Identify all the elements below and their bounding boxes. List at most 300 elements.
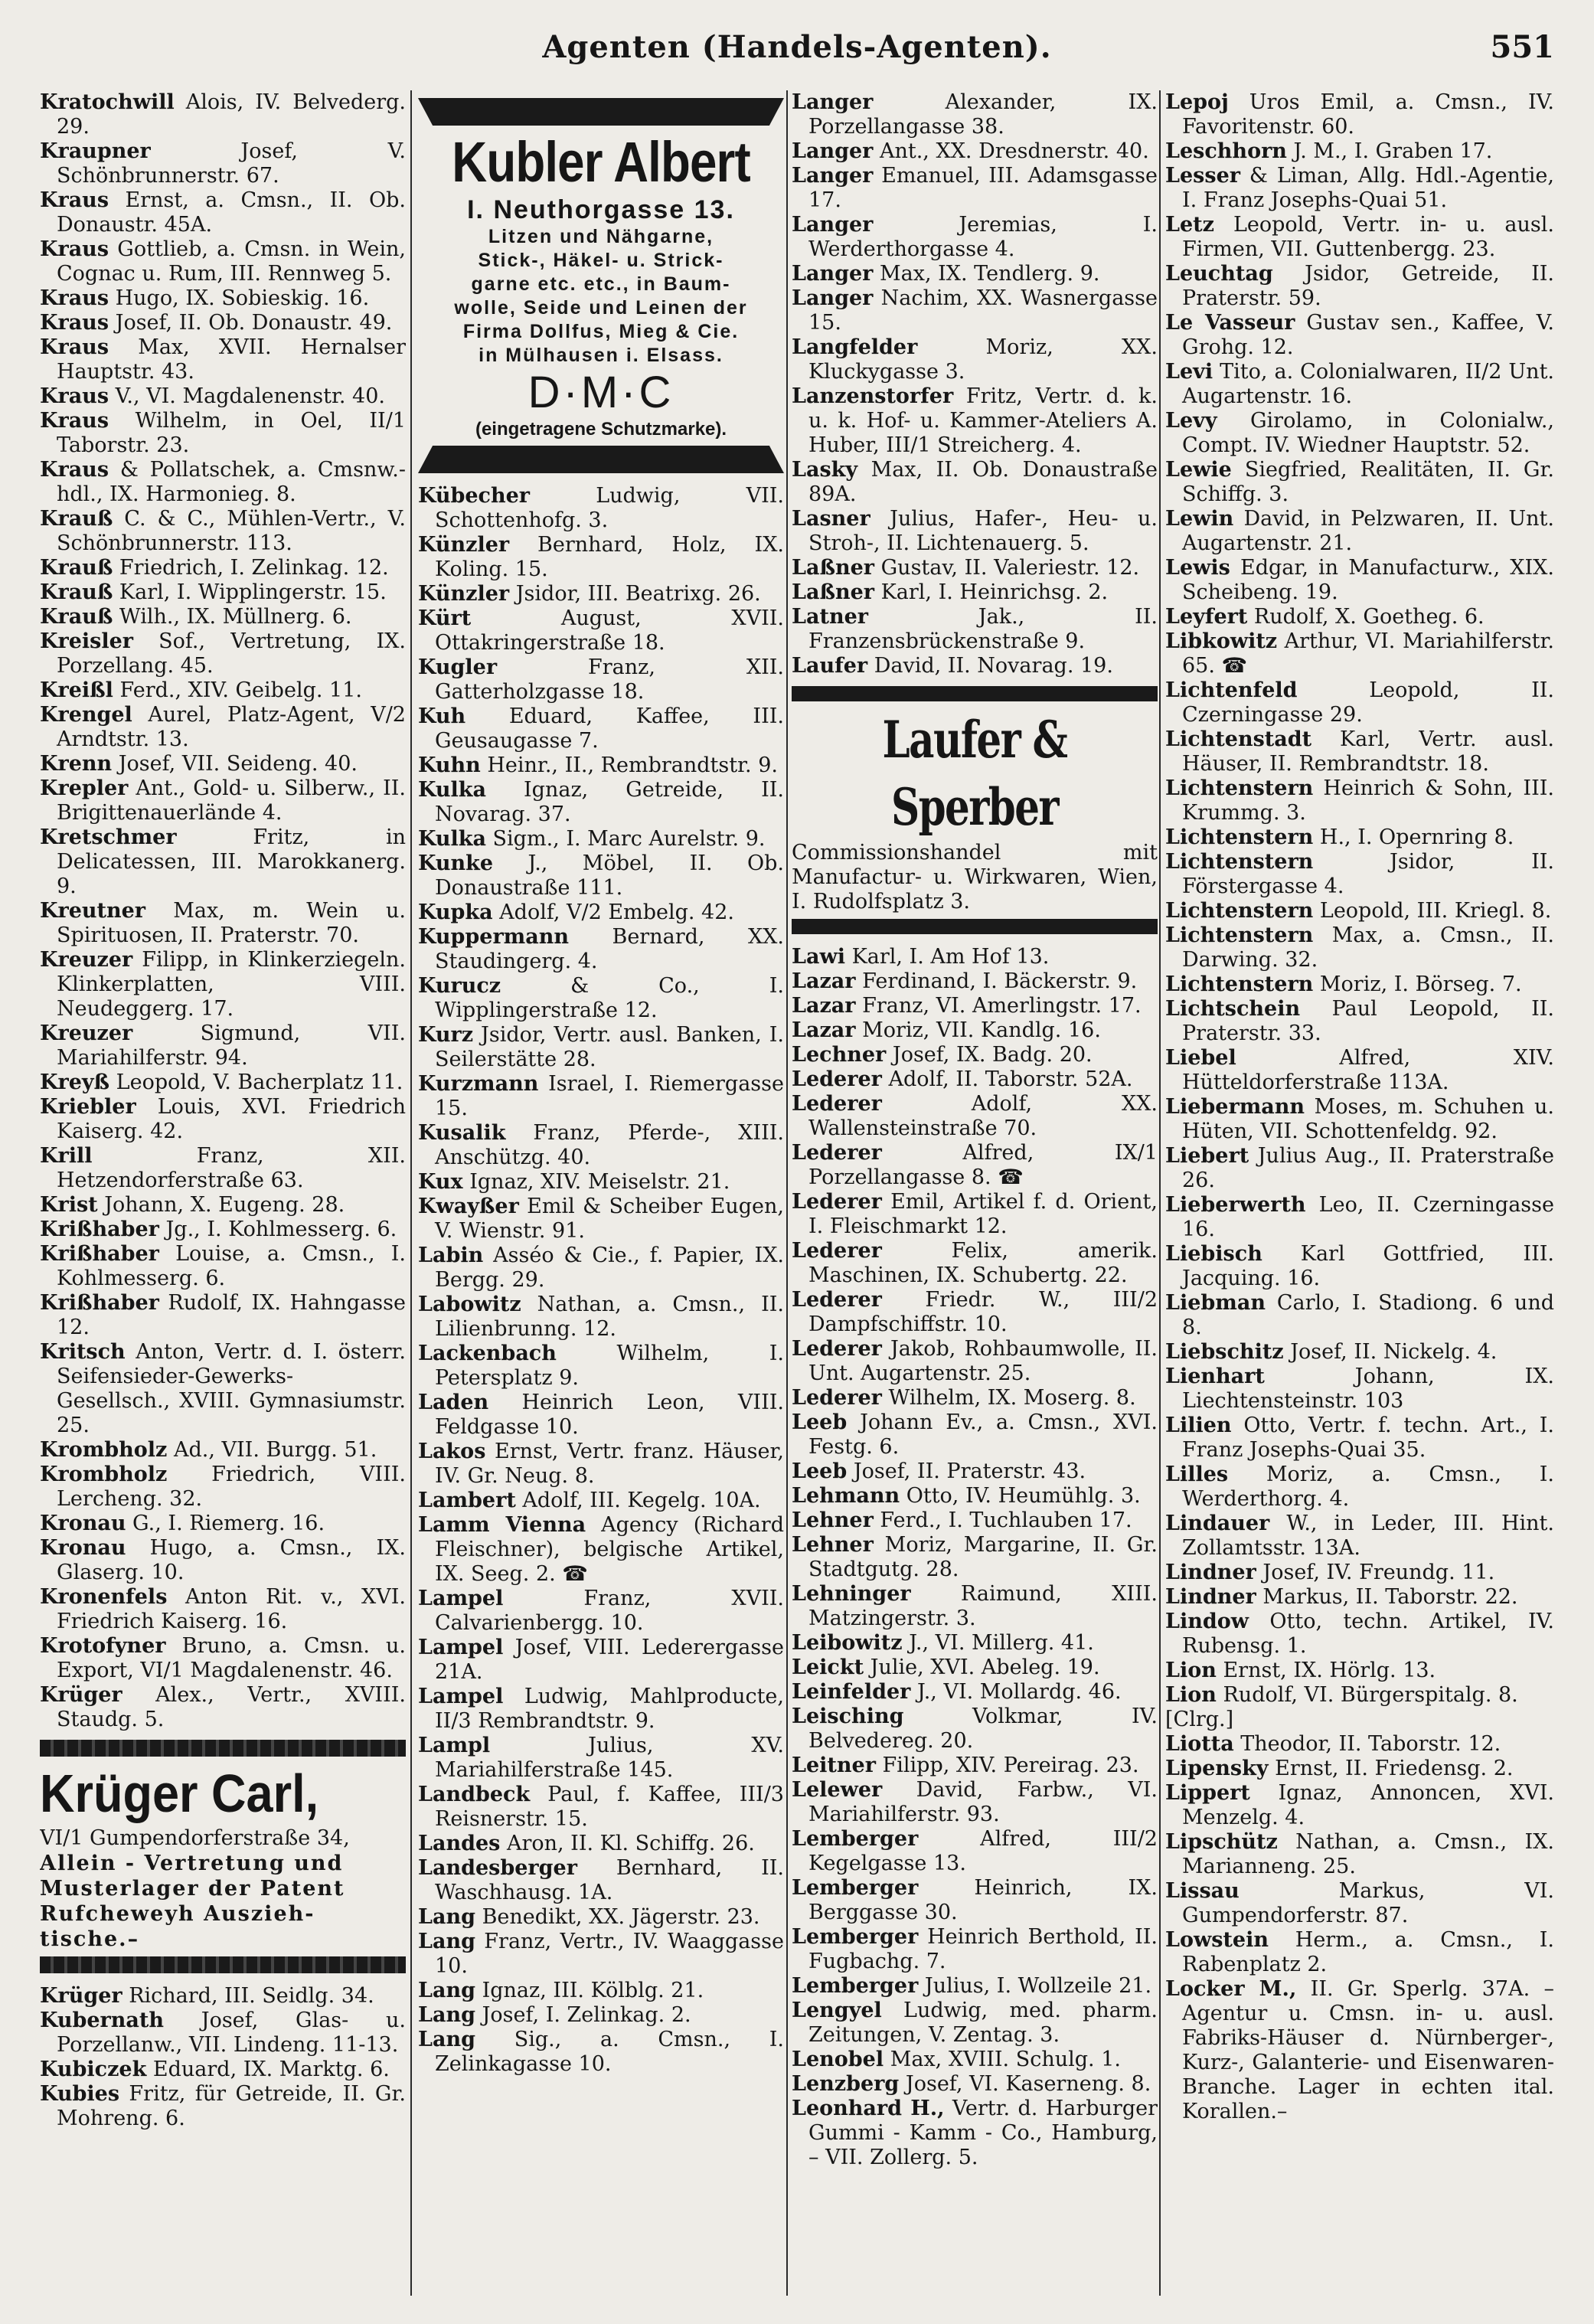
entry-name: Krißhaber: [40, 1291, 159, 1315]
directory-entry: [792, 335, 1158, 384]
directory-entry: [418, 2003, 784, 2028]
directory-entry: [792, 1778, 1158, 1827]
entry-details: Max, XVIII. Schulg. 1.: [884, 2048, 1121, 2071]
entry-details: Hugo, IX. Sobieskig. 16.: [109, 286, 370, 310]
entry-name: Le Vasseur: [1165, 311, 1295, 335]
kubler-ad-line: Litzen und Nähgarne,: [488, 226, 714, 247]
directory-entry: [792, 1288, 1158, 1337]
directory-entry: [792, 1974, 1158, 1999]
directory-entry: [418, 2028, 784, 2077]
directory-entry: [40, 1291, 406, 1340]
entry-details: Jeremias, I. Werderthorgasse 4.: [808, 213, 1158, 261]
entry-details: Bernhard, II. Waschhausg. 1A.: [435, 1856, 784, 1904]
entry-name: Kronau: [40, 1512, 126, 1535]
entry-details: Adolf, II. Taborstr. 52A.: [881, 1067, 1133, 1091]
directory-entry: [418, 1293, 784, 1342]
entry-details: Josef, V. Schönbrunnerstr. 67.: [57, 139, 406, 188]
directory-entry: [418, 974, 784, 1023]
kubler-ad-trademark: (eingetragene Schutzmarke).: [475, 419, 727, 440]
directory-entry: [40, 188, 406, 237]
directory-entry: [792, 1533, 1158, 1582]
entry-details: J., VI. Mollardg. 46.: [910, 1680, 1122, 1704]
entry-details: Moriz, a. Cmsn., I. Werderthorg. 4.: [1182, 1463, 1554, 1511]
entry-details: Hugo, a. Cmsn., IX. Glaserg. 10.: [57, 1536, 406, 1584]
entry-details: Fritz, für Getreide, II. Gr. Mohreng. 6.: [57, 2082, 406, 2130]
entry-name: Landbeck: [418, 1783, 531, 1806]
directory-entry: [40, 507, 406, 556]
entry-name: Laßner: [792, 556, 875, 580]
directory-entry: [418, 827, 784, 851]
laufer-sperber-ad-text: Commissionshandel mit Manufactur- u. Wirkwaren, Wien, I. Rudolfsplatz 3.: [792, 841, 1158, 914]
column-divider: [410, 90, 412, 2296]
entry-name: Kraus: [40, 237, 109, 261]
directory-entry: [1165, 1732, 1554, 1757]
entry-details: Leopold, V. Bacherplatz 11.: [109, 1070, 403, 1094]
entry-name: Lewin: [1165, 507, 1234, 531]
directory-entry: [40, 1438, 406, 1463]
kubler-ad-line: in Mülhausen i. Elsass.: [479, 345, 724, 366]
entry-details: Max, m. Wein u. Spirituosen, II. Praterstr. 70.: [57, 899, 406, 947]
directory-entry: [792, 384, 1158, 458]
directory-entry: [418, 1244, 784, 1293]
entry-details: Ferdinand, I. Bäckerstr. 9.: [855, 969, 1138, 993]
entry-details: Theodor, II. Taborstr. 12.: [1233, 1732, 1501, 1756]
directory-entry: [418, 851, 784, 901]
directory-entry: [792, 1190, 1158, 1239]
entry-name: Lang: [418, 2003, 475, 2027]
directory-entry: [1165, 972, 1554, 997]
entry-name: Latner: [792, 605, 868, 629]
entry-name: Kretschmer: [40, 825, 177, 849]
entry-details: Friedrich, VIII. Lercheng. 32.: [57, 1463, 406, 1511]
entry-details: Louis, XVI. Friedrich Kaiserg. 42.: [57, 1095, 406, 1143]
entry-name: Leonhard H.,: [792, 2097, 945, 2120]
entry-details: Alfred, IX/1 Porzellangasse 8. ☎: [808, 1141, 1158, 1189]
column-divider: [1159, 90, 1161, 2296]
directory-entry: [1165, 409, 1554, 458]
entry-name: Krauß: [40, 605, 113, 629]
directory-entry: [40, 629, 406, 678]
entry-details: Ad., VII. Burgg. 51.: [167, 1438, 377, 1462]
directory-entry: [1165, 776, 1554, 825]
entry-details: Paul Leopold, II. Praterstr. 33.: [1182, 997, 1554, 1045]
entry-name: Lippert: [1165, 1781, 1250, 1805]
entry-details: Eduard, Kaffee, III. Geusaugasse 7.: [435, 704, 784, 753]
directory-entry: [418, 484, 784, 533]
entry-details: Bernard, XX. Staudingerg. 4.: [435, 925, 784, 973]
directory-entry: [1165, 1561, 1554, 1585]
entry-name: Krauß: [40, 507, 113, 531]
entry-name: Lang: [418, 1930, 475, 1953]
directory-entry: [792, 1876, 1158, 1925]
entry-name: Kurz: [418, 1023, 474, 1047]
entry-details: Max, XVII. Hernalser Hauptstr. 43.: [57, 335, 406, 384]
directory-entry: [40, 1095, 406, 1144]
entry-details: Jsidor, II. Förstergasse 4.: [1182, 850, 1554, 898]
entry-details: Aurel, Platz-Agent, V/2 Arndtstr. 13.: [57, 703, 406, 751]
entry-name: Lang: [418, 2028, 475, 2051]
entry-name: Landes: [418, 1832, 501, 1855]
directory-entry: [792, 1043, 1158, 1067]
directory-entry: [1165, 1193, 1554, 1242]
entry-details: Felix, amerik. Maschinen, IX. Schubertg. 22.: [808, 1239, 1158, 1287]
entry-details: Ernst, IX. Hörlg. 13.: [1216, 1659, 1436, 1682]
dmc-logo: D·M·C: [528, 368, 675, 417]
entry-details: Franz, XII. Hetzendorferstraße 63.: [57, 1144, 406, 1192]
directory-entry: [1165, 360, 1554, 409]
entry-details: Eduard, IX. Marktg. 6.: [146, 2058, 390, 2081]
directory-entry: [40, 776, 406, 825]
entry-name: Kürt: [418, 606, 472, 630]
ad-rule: [418, 446, 784, 473]
entry-details: & Co., I. Wipplingerstraße 12.: [435, 974, 784, 1022]
entry-details: Leopold, Vertr. in- u. ausl. Firmen, VII. Guttenbergg. 23.: [1182, 213, 1554, 261]
entry-details: Jsidor, Getreide, II. Praterstr. 59.: [1182, 262, 1554, 310]
directory-entry: [418, 1905, 784, 1930]
entry-name: Lenobel: [792, 2048, 884, 2071]
entry-details: David, Farbw., VI. Mariahilferstr. 93.: [808, 1778, 1158, 1826]
entry-name: Lederer: [792, 1239, 882, 1263]
directory-entry: [1165, 1463, 1554, 1512]
entry-name: Lemberger: [792, 1925, 919, 1949]
entry-details: Karl, I. Am Hof 13.: [844, 945, 1050, 969]
entry-details: Ignaz, III. Kölblg. 21.: [475, 1979, 704, 2002]
entry-list: [418, 484, 784, 2077]
entry-details: Friedr. W., III/2 Dampfschiffstr. 10.: [808, 1288, 1158, 1336]
entry-name: Kusalik: [418, 1121, 506, 1145]
entry-details: J., Möbel, II. Ob. Donaustraße 111.: [435, 851, 784, 900]
entry-name: Kux: [418, 1170, 463, 1194]
directory-entry: [40, 678, 406, 703]
directory-entry: [1165, 164, 1554, 213]
directory-entry: [1165, 507, 1554, 556]
directory-entry: [792, 507, 1158, 556]
entry-details: Adolf, V/2 Embelg. 42.: [492, 901, 734, 924]
page-number: 551: [1490, 29, 1554, 65]
entry-name: Lichtenstern: [1165, 776, 1314, 800]
entry-name: Lehmann: [792, 1484, 900, 1508]
entry-details: Otto, Vertr. f. techn. Art., I. Franz Josephs-Quai 35.: [1182, 1414, 1554, 1462]
directory-entry: [1165, 1659, 1554, 1683]
entry-details: [Clrg.]: [1165, 1708, 1234, 1731]
entry-details: Franz, VI. Amerlingstr. 17.: [855, 994, 1142, 1018]
directory-entry: [418, 901, 784, 925]
kruger-ad-line: VI/1 Gumpendorferstraße 34,: [40, 1826, 350, 1850]
directory-entry: [792, 2048, 1158, 2072]
entry-details: Ludwig, VII. Schottenhofg. 3.: [435, 484, 784, 532]
directory-entry: [792, 1631, 1158, 1656]
entry-details: Filipp, in Klinkerziegeln. Klinkerplatten, VIII. Neudeggerg. 17.: [57, 948, 406, 1021]
entry-details: Bruno, a. Cmsn. u. Export, VI/1 Magdalenenstr. 46.: [57, 1634, 406, 1682]
entry-details: Gottlieb, a. Cmsn. in Wein, Cognac u. Rum, III. Rennweg 5.: [57, 237, 406, 286]
entry-details: Josef, VIII. Lederergasse 21A.: [435, 1636, 784, 1684]
directory-entry: [418, 1783, 784, 1832]
entry-name: Labowitz: [418, 1293, 521, 1316]
entry-name: Künzler: [418, 582, 510, 606]
column-4: [1165, 90, 1554, 2296]
entry-name: Kreisler: [40, 629, 133, 653]
entry-details: Ignaz, Annoncen, XVI. Menzelg. 4.: [1182, 1781, 1554, 1829]
entry-list: [40, 1984, 406, 2131]
entry-details: Ludwig, Mahlproducte, II/3 Rembrandtstr. 9.: [435, 1685, 784, 1733]
directory-entry: [40, 409, 406, 458]
directory-entry: [792, 1239, 1158, 1288]
entry-name: Langer: [792, 286, 874, 310]
directory-entry: [792, 164, 1158, 213]
entry-details: Wilhelm, I. Petersplatz 9.: [435, 1342, 784, 1390]
entry-details: Karl, Vertr. ausl. Häuser, II. Rembrandtstr. 18.: [1182, 727, 1554, 776]
entry-name: Kuhn: [418, 753, 481, 777]
entry-details: Emil, Artikel f. d. Orient, I. Fleischmarkt 12.: [808, 1190, 1158, 1238]
entry-name: Kraus: [40, 458, 109, 482]
kruger-advertisement: [40, 1740, 406, 1973]
entry-name: Lampel: [418, 1685, 504, 1708]
entry-name: Locker M.,: [1165, 1977, 1297, 2001]
entry-details: Max, a. Cmsn., II. Darwing. 32.: [1182, 923, 1554, 972]
entry-details: Jsidor, Vertr. ausl. Banken, I. Seilerstätte 28.: [435, 1023, 784, 1071]
entry-name: Levi: [1165, 360, 1213, 384]
entry-name: Lindner: [1165, 1561, 1256, 1584]
entry-details: Markus, II. Taborstr. 22.: [1256, 1585, 1518, 1609]
entry-details: Anton, Vertr. d. I. österr. Seifensieder-Gewerks-Gesellsch., XVIII. Gymnasiumstr. 25.: [57, 1340, 406, 1437]
entry-details: Anton Rit. v., XVI. Friedrich Kaiserg. 16.: [57, 1585, 406, 1633]
entry-name: Lewie: [1165, 458, 1232, 482]
directory-entry: [792, 458, 1158, 507]
entry-name: Leinfelder: [792, 1680, 911, 1704]
entry-name: Krißhaber: [40, 1242, 159, 1266]
directory-entry: [1165, 1708, 1554, 1732]
entry-list: [1165, 90, 1554, 2124]
entry-name: Lindauer: [1165, 1512, 1270, 1535]
entry-details: G., I. Riemerg. 16.: [126, 1512, 325, 1535]
entry-details: Heinrich, IX. Berggasse 30.: [808, 1876, 1158, 1924]
entry-details: Friedrich, I. Zelinkag. 12.: [113, 556, 389, 580]
entry-name: Lang: [418, 1979, 475, 2002]
entry-name: Lieberwerth: [1165, 1193, 1306, 1217]
entry-name: Leickt: [792, 1656, 864, 1679]
entry-name: Lipschütz: [1165, 1830, 1278, 1854]
entry-name: Lanzenstorfer: [792, 384, 954, 408]
entry-details: Wilh., IX. Müllnerg. 6.: [113, 605, 352, 629]
directory-entry: [1165, 1879, 1554, 1928]
entry-details: Franz, Vertr., IV. Waaggasse 10.: [435, 1930, 784, 1978]
entry-details: W., in Leder, III. Hint. Zollamtsstr. 13A.: [1182, 1512, 1554, 1560]
entry-details: Adolf, XX. Wallensteinstraße 70.: [808, 1092, 1158, 1140]
entry-name: Leisching: [792, 1705, 904, 1728]
entry-name: Kraus: [40, 384, 109, 408]
entry-name: Kraupner: [40, 139, 151, 163]
entry-details: Moriz, I. Börseg. 7.: [1313, 972, 1522, 996]
directory-entry: [792, 2097, 1158, 2170]
entry-name: Lederer: [792, 1092, 882, 1116]
directory-entry: [40, 1512, 406, 1536]
entry-details: Leopold, II. Czerningasse 29.: [1182, 678, 1554, 727]
entry-details: August, XVII. Ottakringerstraße 18.: [435, 606, 784, 655]
entry-details: V., VI. Magdalenenstr. 40.: [109, 384, 385, 408]
directory-entry: [40, 1463, 406, 1512]
entry-details: Carlo, I. Stadiong. 6 und 8.: [1182, 1291, 1554, 1339]
directory-entry: [792, 945, 1158, 969]
entry-details: Benedikt, XX. Jägerstr. 23.: [475, 1905, 760, 1929]
directory-entry: [792, 1508, 1158, 1533]
entry-name: Krenn: [40, 752, 113, 776]
entry-name: Kreißl: [40, 678, 113, 702]
entry-name: Kraus: [40, 335, 109, 359]
entry-name: Lindow: [1165, 1610, 1249, 1633]
entry-name: Kuh: [418, 704, 466, 728]
directory-entry: [792, 1680, 1158, 1705]
directory-entry: [1165, 311, 1554, 360]
entry-name: Liebert: [1165, 1144, 1249, 1168]
entry-name: Lackenbach: [418, 1342, 557, 1365]
directory-entry: [40, 825, 406, 899]
entry-name: Lichtenfeld: [1165, 678, 1298, 702]
directory-entry: [1165, 1340, 1554, 1365]
entry-details: Julius, I. Wollzeile 21.: [918, 1974, 1152, 1998]
entry-name: Lewis: [1165, 556, 1230, 580]
entry-details: Emanuel, III. Adamsgasse 17.: [808, 164, 1158, 212]
entry-name: Kreutner: [40, 899, 146, 923]
entry-details: Fritz, in Delicatessen, III. Marokkanerg. 9.: [57, 825, 406, 898]
directory-entry: [40, 1536, 406, 1585]
entry-name: Leeb: [792, 1459, 848, 1483]
directory-entry: [40, 2082, 406, 2131]
directory-entry: [1165, 1512, 1554, 1561]
entry-name: Leuchtag: [1165, 262, 1273, 286]
directory-entry: [40, 2009, 406, 2058]
entry-details: Ludwig, med. pharm. Zeitungen, V. Zentag. 3.: [808, 1999, 1158, 2047]
entry-name: Lesser: [1165, 164, 1240, 188]
entry-details: Julie, XVI. Abeleg. 19.: [864, 1656, 1100, 1679]
entry-name: Leyfert: [1165, 605, 1248, 629]
entry-name: Liebisch: [1165, 1242, 1262, 1266]
entry-details: Paul, f. Kaffee, III/3 Reisnerstr. 15.: [435, 1783, 784, 1831]
entry-details: Jg., I. Kohlmesserg. 6.: [158, 1218, 397, 1241]
entry-name: Kraus: [40, 188, 109, 212]
entry-name: Kubernath: [40, 2009, 165, 2032]
entry-list: [792, 90, 1158, 678]
directory-entry: [1165, 458, 1554, 507]
entry-name: Krißhaber: [40, 1218, 159, 1241]
directory-entry: [792, 1018, 1158, 1043]
directory-entry: [40, 899, 406, 948]
kubler-ad-line: garne etc. etc., in Baum-: [471, 273, 731, 295]
directory-entry: [1165, 1610, 1554, 1659]
directory-entry: [40, 1340, 406, 1438]
entry-name: Landesberger: [418, 1856, 577, 1880]
entry-name: Lowstein: [1165, 1928, 1269, 1952]
entry-name: Künzler: [418, 533, 510, 557]
entry-details: Ignaz, XIV. Meiselstr. 21.: [462, 1170, 730, 1194]
entry-details: Gustav, II. Valeriestr. 12.: [874, 556, 1140, 580]
entry-name: Lindner: [1165, 1585, 1256, 1609]
entry-details: Josef, IV. Freundg. 11.: [1256, 1561, 1495, 1584]
entry-details: Jsidor, III. Beatrixg. 26.: [509, 582, 761, 606]
entry-name: Lichtenstern: [1165, 850, 1314, 874]
entry-name: Leeb: [792, 1410, 848, 1434]
entry-name: Langer: [792, 90, 874, 114]
entry-details: Josef, VII. Seideng. 40.: [112, 752, 358, 776]
directory-entry: [792, 262, 1158, 286]
directory-entry: [418, 1930, 784, 1979]
entry-details: Julius Aug., II. Praterstraße 26.: [1182, 1144, 1554, 1192]
entry-name: Liotta: [1165, 1732, 1234, 1756]
kruger-ad-name: Krüger Carl,: [40, 1763, 319, 1823]
entry-details: Sigmund, VII. Mariahilferstr. 94.: [57, 1021, 406, 1070]
entry-name: Lemberger: [792, 1876, 919, 1900]
directory-entry: [40, 237, 406, 286]
kruger-ad-line: Musterlager der Patent: [40, 1877, 345, 1901]
directory-entry: [792, 139, 1158, 164]
directory-entry: [1165, 1095, 1554, 1144]
entry-name: Lion: [1165, 1659, 1217, 1682]
entry-details: Leo, II. Czerningasse 16.: [1182, 1193, 1554, 1241]
entry-name: Lazar: [792, 969, 856, 993]
entry-name: Lakos: [418, 1440, 486, 1463]
directory-entry: [40, 752, 406, 776]
entry-name: Lederer: [792, 1141, 882, 1165]
directory-entry: [1165, 825, 1554, 850]
directory-entry: [792, 1410, 1158, 1459]
entry-details: C. & C., Mühlen-Vertr., V. Schönbrunnerstr. 113.: [57, 507, 406, 555]
entry-name: Kulka: [418, 778, 486, 802]
directory-entry: [792, 556, 1158, 580]
entry-details: Louise, a. Cmsn., I. Kohlmesserg. 6.: [57, 1242, 406, 1290]
entry-details: Herm., a. Cmsn., I. Rabenplatz 2.: [1182, 1928, 1554, 1976]
entry-details: Josef, II. Praterstr. 43.: [847, 1459, 1086, 1483]
entry-name: Kreuzer: [40, 948, 133, 972]
directory-entry: [40, 335, 406, 384]
entry-name: Lazar: [792, 994, 856, 1018]
entry-name: Lion: [1165, 1683, 1217, 1707]
entry-details: Wilhelm, IX. Moserg. 8.: [881, 1386, 1136, 1410]
ad-rule: [792, 919, 1158, 934]
entry-details: Ferd., I. Tuchlauben 17.: [873, 1508, 1132, 1532]
directory-entry: [1165, 1291, 1554, 1340]
directory-entry: [792, 1582, 1158, 1631]
directory-entry: [40, 580, 406, 605]
entry-details: Max, IX. Tendlerg. 9.: [873, 262, 1100, 286]
entry-name: Langfelder: [792, 335, 918, 359]
entry-name: Kupka: [418, 901, 493, 924]
entry-details: Julius, Hafer-, Heu- u. Stroh-, II. Lichtenauerg. 5.: [808, 507, 1158, 555]
entry-details: Moriz, Margarine, II. Gr. Stadtgutg. 28.: [808, 1533, 1158, 1581]
entry-name: Kubies: [40, 2082, 120, 2106]
directory-entry: [418, 1170, 784, 1195]
entry-list: [792, 945, 1158, 2170]
entry-details: Asséo & Cie., f. Papier, IX. Bergg. 29.: [435, 1244, 784, 1292]
directory-entry: [792, 1141, 1158, 1190]
entry-details: Sig., a. Cmsn., I. Zelinkagasse 10.: [435, 2028, 784, 2076]
entry-details: Markus, VI. Gumpendorferstr. 87.: [1182, 1879, 1554, 1927]
entry-name: Kraus: [40, 286, 109, 310]
entry-name: Leitner: [792, 1754, 876, 1777]
entry-name: Kritsch: [40, 1340, 126, 1364]
directory-entry: [792, 969, 1158, 994]
directory-entry: [418, 655, 784, 704]
page-header: [0, 29, 1594, 72]
directory-entry: [40, 1242, 406, 1291]
directory-entry: [792, 1337, 1158, 1386]
entry-name: Krüger: [40, 1683, 122, 1707]
entry-details: Ernst, II. Friedensg. 2.: [1268, 1757, 1514, 1780]
entry-details: Moriz, VII. Kandlg. 16.: [855, 1018, 1101, 1042]
directory-entry: [40, 1070, 406, 1095]
directory-entry: [40, 1683, 406, 1732]
entry-details: Karl Gottfried, III. Jacquing. 16.: [1182, 1242, 1554, 1290]
directory-entry: [1165, 727, 1554, 776]
entry-details: David, in Pelzwaren, II. Unt. Augartenstr. 21.: [1182, 507, 1554, 555]
